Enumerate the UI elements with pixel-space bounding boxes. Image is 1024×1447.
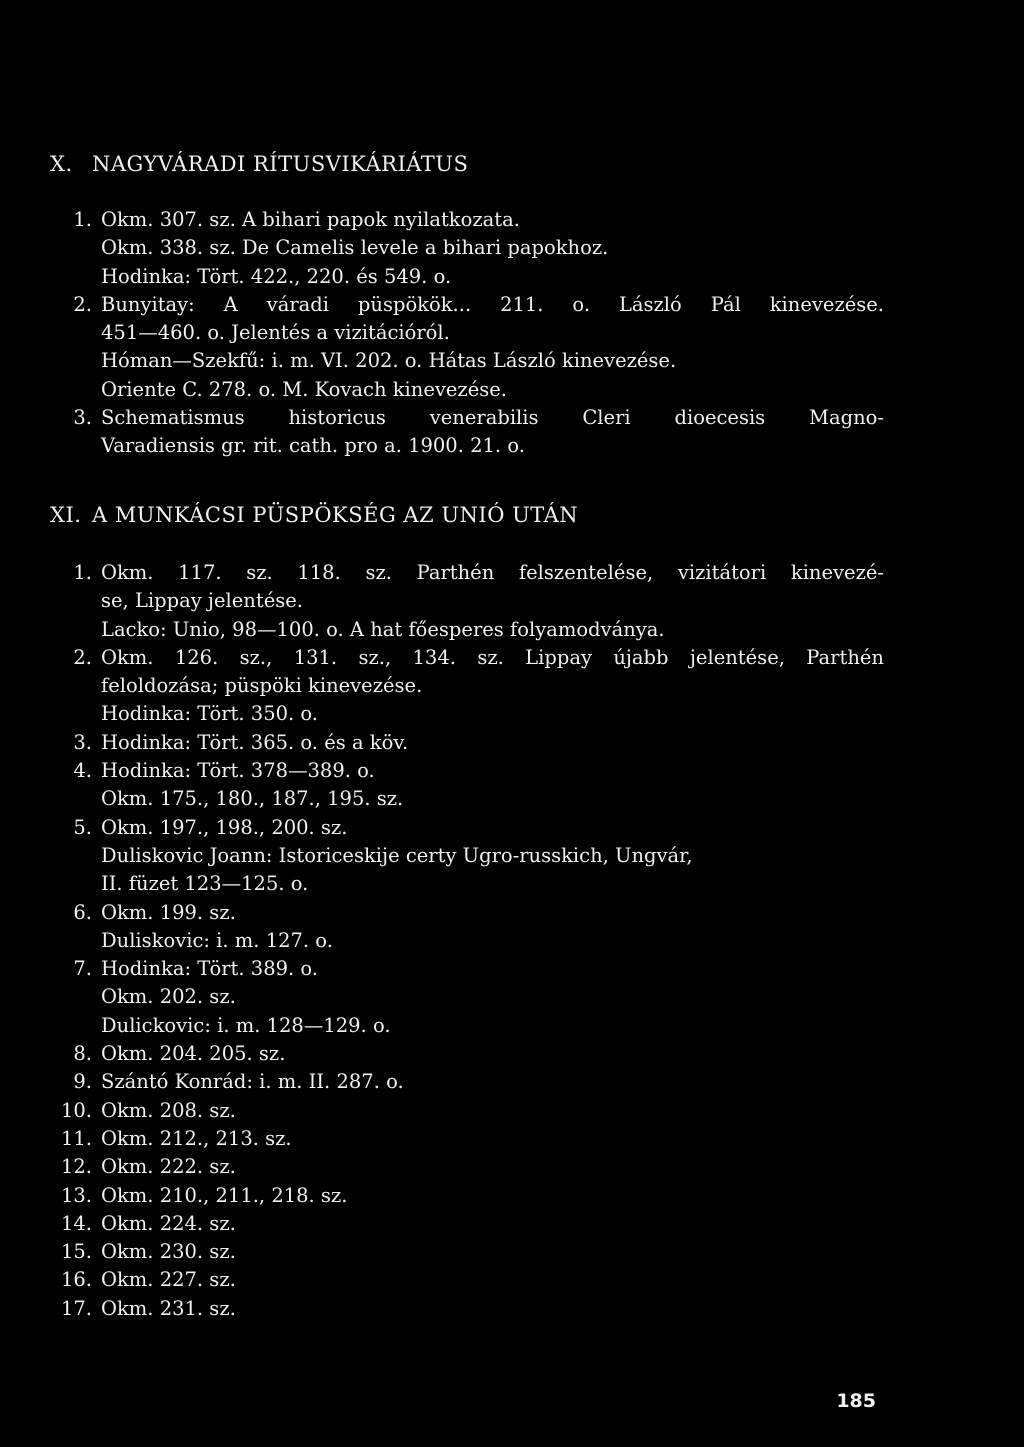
item-text: Okm. 204. 205. sz.	[101, 1042, 286, 1066]
list-item	[44, 700, 884, 728]
list-item	[44, 234, 884, 262]
list-item	[44, 785, 884, 813]
item-text: Hodinka: Tört. 389. o.	[101, 957, 318, 981]
list-item	[44, 842, 884, 870]
item-text: Hodinka: Tört. 365. o. és a köv.	[101, 730, 409, 754]
list-item	[44, 1182, 884, 1210]
item-text: feloldozása; püspöki kinevezése.	[101, 674, 423, 698]
list-item	[44, 814, 884, 842]
item-text: Okm. 210., 211., 218. sz.	[101, 1183, 348, 1207]
item-number: 1.	[73, 208, 92, 231]
item-text: 451—460. o. Jelentés a vizitációról.	[101, 321, 450, 345]
item-number: 8.	[73, 1042, 92, 1066]
list-item	[44, 1012, 884, 1040]
item-text: Hodinka: Tört. 350. o.	[101, 702, 318, 726]
list-item	[44, 1040, 884, 1068]
item-text: Okm. 212., 213. sz.	[101, 1126, 292, 1150]
list-item	[44, 404, 884, 432]
item-text: Okm. 117. sz. 118. sz. Parthén felszentelése, vizitátori kinevezé-	[101, 561, 884, 584]
list-item	[44, 587, 884, 615]
item-text: Oriente C. 278. o. M. Kovach kinevezése.	[101, 377, 507, 401]
section-xi-list	[44, 559, 884, 1323]
list-item	[44, 1153, 884, 1181]
item-text: Okm. 202. sz.	[101, 985, 236, 1009]
item-text: Okm. 227. sz.	[101, 1268, 236, 1292]
list-item	[44, 1125, 884, 1153]
item-text: II. füzet 123—125. o.	[101, 872, 309, 896]
list-item	[44, 1068, 884, 1096]
item-text: Hodinka: Tört. 422., 220. és 549. o.	[101, 264, 452, 288]
item-text: Okm. 224. sz.	[101, 1211, 236, 1235]
list-item	[44, 291, 884, 319]
item-number: 6.	[73, 900, 92, 924]
list-item	[44, 899, 884, 927]
list-item	[44, 1238, 884, 1266]
list-item	[44, 616, 884, 644]
item-number: 16.	[60, 1268, 92, 1292]
item-text: Bunyitay: A váradi püspökök... 211. o. László Pál kinevezése.	[101, 292, 884, 316]
item-number: 12.	[60, 1155, 92, 1179]
item-text: Hóman—Szekfű: i. m. VI. 202. o. Hátas László kinevezése.	[101, 349, 677, 373]
item-number: 15.	[60, 1240, 92, 1264]
list-item	[44, 347, 884, 375]
item-number: 7.	[73, 957, 92, 981]
item-text: Okm. 231. sz.	[101, 1296, 236, 1320]
item-text: Okm. 208. sz.	[101, 1098, 236, 1122]
item-text: Dulickovic: i. m. 128—129. o.	[101, 1013, 391, 1037]
item-text: Varadiensis gr. rit. cath. pro a. 1900. 21. o.	[101, 434, 525, 458]
item-number: 9.	[73, 1070, 92, 1094]
item-number: 5.	[73, 815, 92, 839]
item-number: 13.	[60, 1183, 92, 1207]
item-text: Okm. 338. sz. De Camelis levele a bihari papokhoz.	[101, 236, 609, 260]
section-x-heading	[50, 152, 468, 176]
list-item	[44, 263, 884, 291]
list-item	[44, 1266, 884, 1294]
list-item	[44, 644, 884, 672]
list-item	[44, 1295, 884, 1323]
list-item	[44, 983, 884, 1011]
section-xi-number: XI.	[50, 503, 82, 527]
section-x-title: NAGYVÁRADI RÍTUSVIKÁRIÁTUS	[92, 152, 469, 176]
item-text: Schematismus historicus venerabilis Cleri dioecesis Magno-	[101, 406, 884, 430]
item-number: 11.	[60, 1126, 92, 1150]
list-item	[44, 432, 884, 460]
page-number: 185	[836, 1390, 876, 1412]
list-item	[44, 1097, 884, 1125]
item-text: Okm. 197., 198., 200. sz.	[101, 815, 348, 839]
section-x-number: X.	[50, 152, 73, 176]
item-number: 10.	[60, 1098, 92, 1122]
item-text: Okm. 175., 180., 187., 195. sz.	[101, 787, 404, 811]
item-text: Okm. 222. sz.	[101, 1155, 236, 1179]
item-number: 1.	[73, 561, 92, 584]
item-text: Lacko: Unio, 98—100. o. A hat főesperes folyamodványa.	[101, 617, 665, 641]
item-number: 17.	[60, 1296, 92, 1320]
item-text: Szántó Konrád: i. m. II. 287. o.	[101, 1070, 404, 1094]
item-text: Duliskovic Joann: Istoriceskije certy Ugro-russkich, Ungvár,	[101, 843, 693, 867]
item-text: Okm. 307. sz. A bihari papok nyilatkozata.	[101, 208, 520, 231]
list-item	[44, 927, 884, 955]
item-text: Duliskovic: i. m. 127. o.	[101, 928, 333, 952]
item-number: 3.	[73, 406, 92, 430]
section-xi-title: A MUNKÁCSI PÜSPÖKSÉG AZ UNIÓ UTÁN	[92, 503, 579, 527]
list-item	[44, 559, 884, 587]
list-item	[44, 672, 884, 700]
list-item	[44, 729, 884, 757]
item-text: Okm. 199. sz.	[101, 900, 236, 924]
list-item	[44, 319, 884, 347]
section-x-list	[44, 206, 884, 461]
list-item	[44, 376, 884, 404]
section-xi-heading	[50, 503, 578, 527]
item-number: 14.	[60, 1211, 92, 1235]
item-number: 2.	[73, 292, 92, 316]
item-text: Okm. 126. sz., 131. sz., 134. sz. Lippay újabb jelentése, Parthén	[101, 645, 884, 669]
list-item	[44, 757, 884, 785]
list-item	[44, 206, 884, 234]
item-text: Okm. 230. sz.	[101, 1240, 236, 1264]
list-item	[44, 955, 884, 983]
item-number: 4.	[73, 759, 92, 783]
list-item	[44, 870, 884, 898]
list-item	[44, 1210, 884, 1238]
item-number: 2.	[73, 645, 92, 669]
item-number: 3.	[73, 730, 92, 754]
item-text: Hodinka: Tört. 378—389. o.	[101, 759, 375, 783]
item-text: se, Lippay jelentése.	[101, 589, 303, 613]
